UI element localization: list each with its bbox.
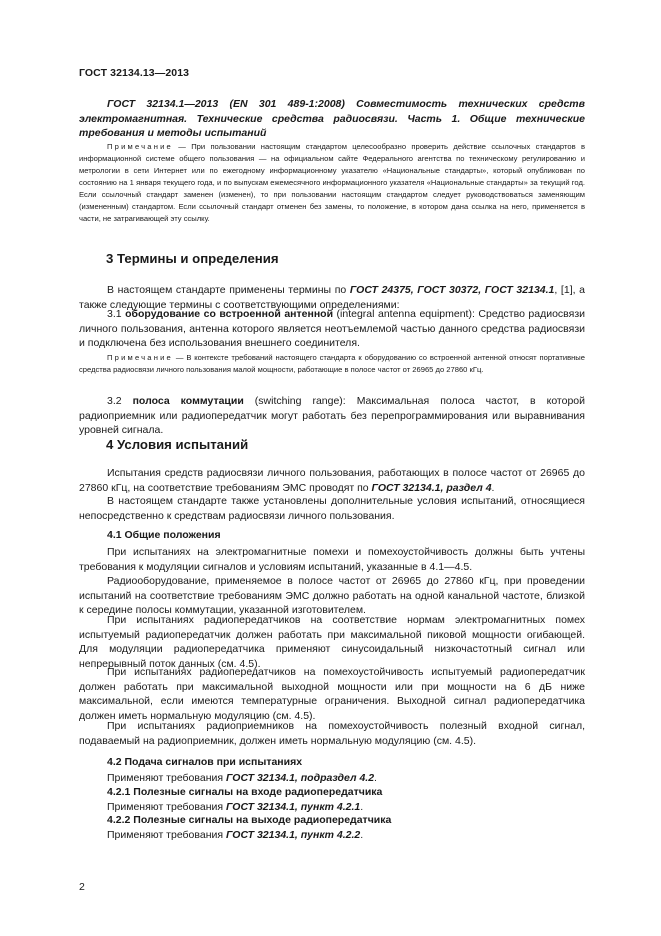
note-text: — В контексте требований настоящего стандарта к оборудованию со встроенной антенной относят портативные средства радиосвязи личного пользования малой мощности, работающие в полосе частот от 26965 до 27860 кГц.: [79, 353, 585, 374]
note-label: Примечание: [107, 142, 173, 151]
note-text: — При пользовании настоящим стандартом целесообразно проверить действие ссылочных стандартов в информационной системе общего пользования — на официальном сайте Федерального агентства по техническому регулированию и метрологии в сети Интернет или по ежегодному информационному указателю «Национальные стандарты», который опубликован по состоянию на 1 января текущего года, и по выпускам ежемесячного информационного указателя «Национальные стандарты» за текущий год. Если ссылочный стандарт заменен (изменен), то при пользовании настоящим стандартом следует руководствоваться заменяющим (измененным) стандартом. Если ссылочный стандарт отменен без замены, то положение, в котором дана ссылка на него, применяется в части, не затрагивающей эту ссылку.: [79, 142, 585, 223]
note-definition: [79, 352, 585, 376]
section-4-para-1: [79, 466, 585, 495]
document-header: ГОСТ 32134.13—2013: [79, 67, 190, 79]
para-text: Испытания средств радиосвязи личного пользования, работающих в полосе частот от 26965 до 27860 кГц, на соответствие требованиям ЭМС проводят по: [79, 467, 585, 494]
intro-text: В настоящем стандарте применены термины по: [107, 284, 350, 296]
intro-refs: ГОСТ 24375, ГОСТ 30372, ГОСТ 32134.1: [349, 284, 555, 296]
subsection-4-2-2-para: [79, 828, 585, 843]
def-text: (switching range): Максимальная полоса частот, в которой радиоприемник или радиопередатчик могут работать без перепрограммирования или выравнивания уровней сигнала.: [79, 395, 586, 437]
para-text-end: .: [360, 829, 364, 841]
subsection-4-1-title: 4.1 Общие положения: [107, 529, 221, 541]
section-4-title: 4 Условия испытаний: [106, 437, 249, 452]
def-term: полоса коммутации: [132, 395, 244, 407]
subsection-4-2-2-title: 4.2.2 Полезные сигналы на выходе радиопередатчика: [107, 814, 392, 826]
note-label: Примечание: [107, 353, 173, 362]
definition-3-2: [79, 394, 585, 438]
section-4-para-2: В настоящем стандарте также установлены дополнительные условия испытаний, относящиеся непосредственно к средствам радиосвязи личного пользования.: [79, 495, 585, 522]
para-text: Применяют требования: [107, 829, 226, 841]
para-text: Применяют требования: [107, 772, 226, 784]
subsection-4-1-para-1: При испытаниях на электромагнитные помехи и помехоустойчивость должны быть учтены требования к модуляции сигналов и условиям испытаний, указанные в 4.1—4.5.: [79, 546, 585, 573]
section-3-title: 3 Термины и определения: [106, 251, 279, 266]
para-ref: ГОСТ 32134.1, пункт 4.2.1: [225, 801, 361, 813]
subsection-4-1-para-4: При испытаниях радиопередатчиков на помехоустойчивость испытуемый радиопередатчик должен работать при максимальной выходной мощности или при мощности на 6 дБ ниже максимальной, если имеются температурные ограничения. Выходной сигнал радиопередатчика должен иметь нормальную модуляцию (см. 4.5).: [79, 666, 585, 722]
para-text-end: .: [360, 801, 364, 813]
para-ref: ГОСТ 32134.1, пункт 4.2.2: [225, 829, 361, 841]
subsection-4-1-para-5: При испытаниях радиоприемников на помехоустойчивость полезный входной сигнал, подаваемый на радиоприемник, должен иметь нормальную модуляцию (см. 4.5).: [79, 720, 585, 747]
definition-3-1: [79, 307, 585, 351]
def-term: оборудование со встроенной антенной: [125, 308, 334, 320]
para-text: Применяют требования: [107, 801, 226, 813]
subsection-4-2-1-title: 4.2.1 Полезные сигналы на входе радиопередатчика: [107, 786, 383, 798]
subsection-4-2-title: 4.2 Подача сигналов при испытаниях: [107, 756, 303, 768]
def-number: 3.1: [107, 308, 126, 320]
intro-text-end: , [1], а также следующие термины с соответствующими определениями:: [79, 284, 585, 311]
para-text-end: .: [491, 481, 495, 494]
page-number: 2: [79, 881, 85, 893]
subsection-4-1-para-3: При испытаниях радиопередатчиков на соответствие нормам электромагнитных помех испытуемый радиопередатчик должен работать при максимальной пиковой мощности огибающей. Для модуляции радиопередатчика применяют синусоидальный низкочастотный сигнал или непрерывный поток данных (см. 4.5).: [79, 614, 585, 670]
reference-entry: ГОСТ 32134.1—2013 (EN 301 489-1:2008) Совместимость технических средств электромагнитная. Технические средства радиосвязи. Часть 1. Общие технические требования и методы испытаний: [79, 98, 585, 140]
note-references: [79, 141, 585, 225]
para-ref: ГОСТ 32134.1, подраздел 4.2: [225, 772, 375, 784]
def-number: 3.2: [107, 395, 133, 407]
subsection-4-2-1-para: [79, 800, 585, 815]
def-text: (integral antenna equipment): Средство радиосвязи личного пользования, антенна которого является неотъемлемой частью данного средства радиосвязи и подключена без использования внешнего соединителя.: [79, 308, 586, 350]
para-text-end: .: [374, 772, 377, 784]
subsection-4-1-para-2: Радиооборудование, применяемое в полосе частот от 26965 до 27860 кГц, при проведении испытаний на соответствие требованиям ЭМС должно работать на одной канальной частоте, близкой к середине полосы коммутации, указанной изготовителем.: [79, 575, 585, 617]
para-ref: ГОСТ 32134.1, раздел 4: [371, 481, 492, 494]
subsection-4-2-para: [79, 771, 585, 786]
